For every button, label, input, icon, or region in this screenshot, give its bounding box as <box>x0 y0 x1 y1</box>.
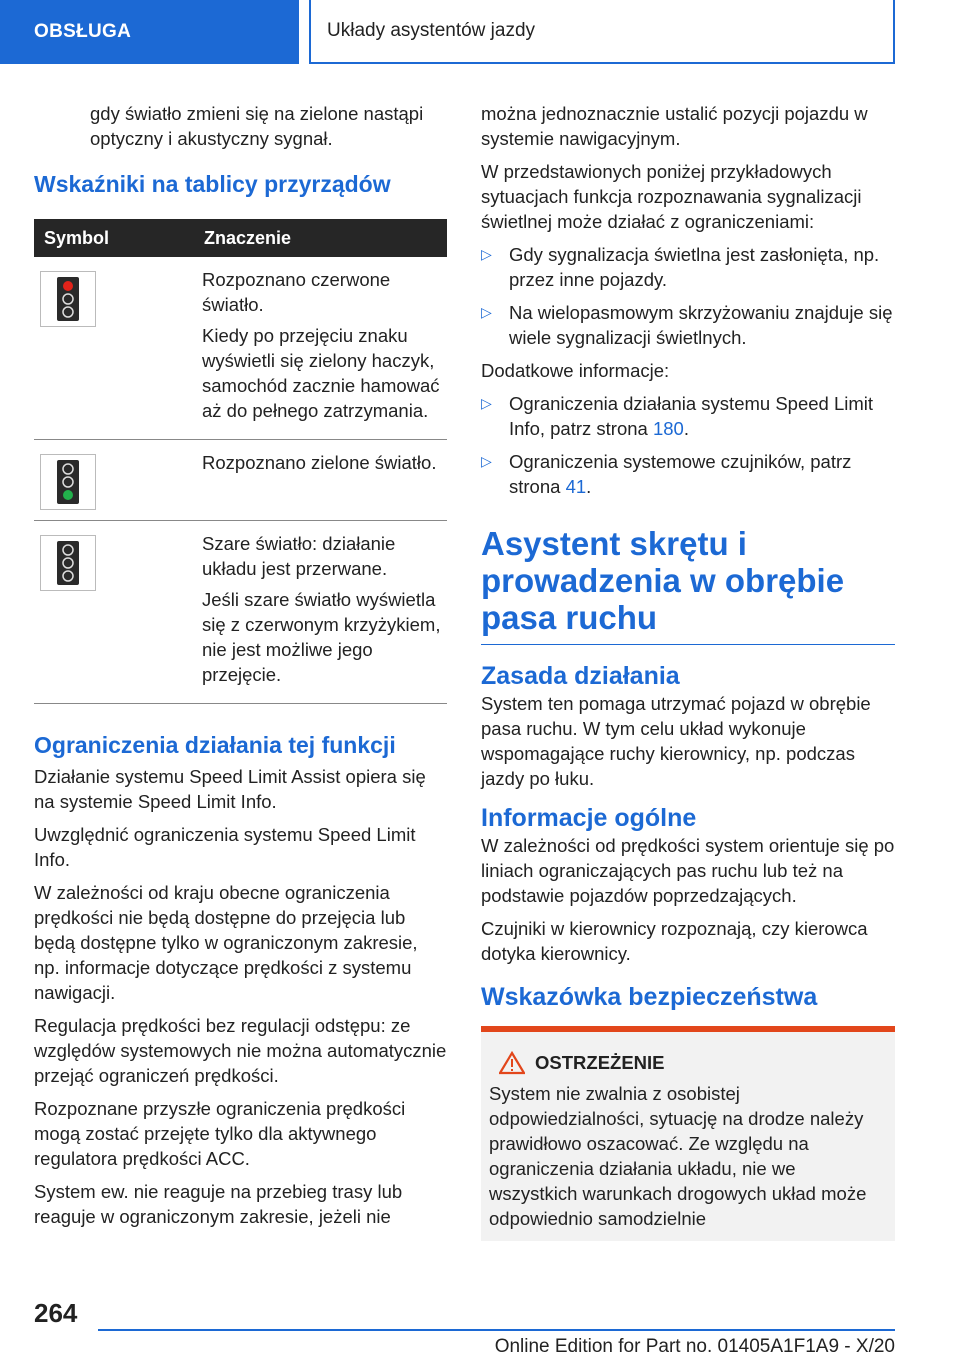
page-link-180[interactable]: 180 <box>652 418 684 439</box>
table-row <box>34 440 447 521</box>
meaning-line: Jeśli szare światło wyświetla się z czerwonym krzyżykiem, nie jest możliwe jego przejęcie. <box>202 589 441 685</box>
paragraph: Rozpoznane przyszłe ograniczenia prędkości mogą zostać przejęte tylko dla aktywnego regulatora prędkości ACC. <box>34 1098 406 1169</box>
triangle-bullet-icon: ▷ <box>481 304 492 320</box>
intro-paragraph: gdy światło zmieni się na zielone nastąpi optyczny i akustyczny sygnał. <box>90 103 424 149</box>
paragraph: Działanie systemu Speed Limit Assist opiera się na systemie Speed Limit Info. <box>34 766 426 812</box>
list-item-text: Gdy sygnalizacja świetlna jest zasłonięta, np. przez inne pojazdy. <box>509 244 880 290</box>
indicators-heading: Wskaźniki na tablicy przyrządów <box>34 171 391 197</box>
list-item <box>481 300 895 350</box>
meaning-line: Szare światło: działanie układu jest przerwane. <box>202 533 396 579</box>
table-row <box>34 521 447 704</box>
meaning-cell <box>202 257 447 440</box>
meaning-cell <box>202 521 447 704</box>
right-column <box>481 101 895 1241</box>
list-item-text: Ograniczenia systemowe czujników, patrz strona <box>509 451 852 497</box>
traffic-light-red-icon <box>40 271 96 327</box>
general-heading: Informacje ogólne <box>481 804 697 832</box>
triangle-bullet-icon: ▷ <box>481 395 492 411</box>
paragraph: Uwzględnić ograniczenia systemu Speed Limit Info. <box>34 824 416 870</box>
paragraph: System ew. nie reaguje na przebieg trasy lub reaguje w ograniczonym zakresie, jeżeli nie <box>34 1181 403 1227</box>
page-link-41[interactable]: 41 <box>565 476 587 497</box>
triangle-bullet-icon: ▷ <box>481 246 492 262</box>
main-heading: Asystent skrętu i prowadzenia w obrębie pasa ruchu <box>481 525 845 636</box>
chapter-title <box>309 0 895 64</box>
warning-triangle-icon <box>499 1051 525 1075</box>
paragraph: Regulacja prędkości bez regulacji odstępu: ze względów systemowych nie można automatycznie przejąć ograniczeń prędkości. <box>34 1015 447 1086</box>
footer-divider <box>98 1329 895 1331</box>
warning-title-text: OSTRZEŻENIE <box>535 1052 665 1073</box>
paragraph: System ten pomaga utrzymać pojazd w obrębie pasa ruchu. W tym celu układ wykonuje wspomagające ruchy kierownicy, np. podczas jazdy po łuku. <box>481 693 871 789</box>
table-header-row <box>34 219 447 257</box>
list-item <box>481 242 895 292</box>
symbol-cell <box>34 257 202 440</box>
limits-heading: Ograniczenia działania tej funkcji <box>34 732 396 758</box>
warning-text: System nie zwalnia z osobistej odpowiedzialności, sytuację na drodze należy prawidłowo oszacować. Ze względu na ograniczenia działania układu, nie we wszystkich warunkach drogowych układ może odpowiednio samodzielnie <box>489 1083 867 1229</box>
paragraph: W zależności od kraju obecne ograniczenia prędkości nie będą dostępne do przejęcia lub będą dostępne tylko w ograniczonym zakresie, np. informacje dotyczące prędkości z systemu nawigacji. <box>34 882 418 1003</box>
principle-heading: Zasada działania <box>481 662 680 690</box>
footer-edition: Online Edition for Part no. 01405A1F1A9 - X/20 <box>494 1336 895 1357</box>
column-header-symbol: Symbol <box>34 219 202 257</box>
paragraph: Czujniki w kierownicy rozpoznają, czy kierowca dotyka kierownicy. <box>481 918 868 964</box>
symbol-cell <box>34 440 202 521</box>
list-item: ▷ Ograniczenia działania systemu Speed Limit Info, patrz strona 180. <box>481 393 874 439</box>
table-row <box>34 257 447 440</box>
page-number: 264 <box>34 1298 78 1328</box>
symbol-cell <box>34 521 202 704</box>
warning-title <box>499 1050 887 1075</box>
left-column <box>34 101 447 1237</box>
traffic-light-grey-icon <box>40 535 96 591</box>
chapter-label: Układy asystentów jazdy <box>327 20 536 41</box>
list-item-text: Na wielopasmowym skrzyżowaniu znajduje się wiele sygnalizacji świetlnych. <box>509 302 893 348</box>
heading-divider <box>481 644 895 645</box>
list-item: ▷ Ograniczenia systemowe czujników, patrz strona 41. <box>481 451 852 497</box>
traffic-light-green-icon <box>40 454 96 510</box>
section-label: OBSŁUGA <box>34 21 132 42</box>
paragraph: można jednoznacznie ustalić pozycji pojazdu w systemie nawigacyjnym. <box>481 103 868 149</box>
meaning-line: Rozpoznano zielone światło. <box>202 452 437 473</box>
paragraph: W przedstawionych poniżej przykładowych sytuacjach funkcja rozpoznawania sygnalizacji świetlnej może działać z ograniczeniami: <box>481 161 862 232</box>
meaning-line: Kiedy po przejęciu znaku wyświetli się zielony haczyk, samochód zacznie hamować aż do pełnego zatrzymania. <box>202 325 440 421</box>
additional-info-list <box>481 391 895 499</box>
safety-heading: Wskazówka bezpieczeństwa <box>481 983 818 1011</box>
limitations-list <box>481 242 895 350</box>
paragraph: W zależności od prędkości system orientuje się po liniach ograniczających pas ruchu lub też na podstawie pojazdów poprzedzających. <box>481 835 895 906</box>
additional-info-label: Dodatkowe informacje: <box>481 360 670 381</box>
section-tab <box>0 0 299 64</box>
meaning-cell <box>202 440 447 521</box>
indicators-table <box>34 219 447 704</box>
warning-box <box>481 1026 895 1241</box>
meaning-line: Rozpoznano czerwone światło. <box>202 269 391 315</box>
column-header-meaning: Znaczenie <box>202 219 447 257</box>
triangle-bullet-icon: ▷ <box>481 453 492 469</box>
list-item-text: Ograniczenia działania systemu Speed Limit Info, patrz strona <box>509 393 874 439</box>
